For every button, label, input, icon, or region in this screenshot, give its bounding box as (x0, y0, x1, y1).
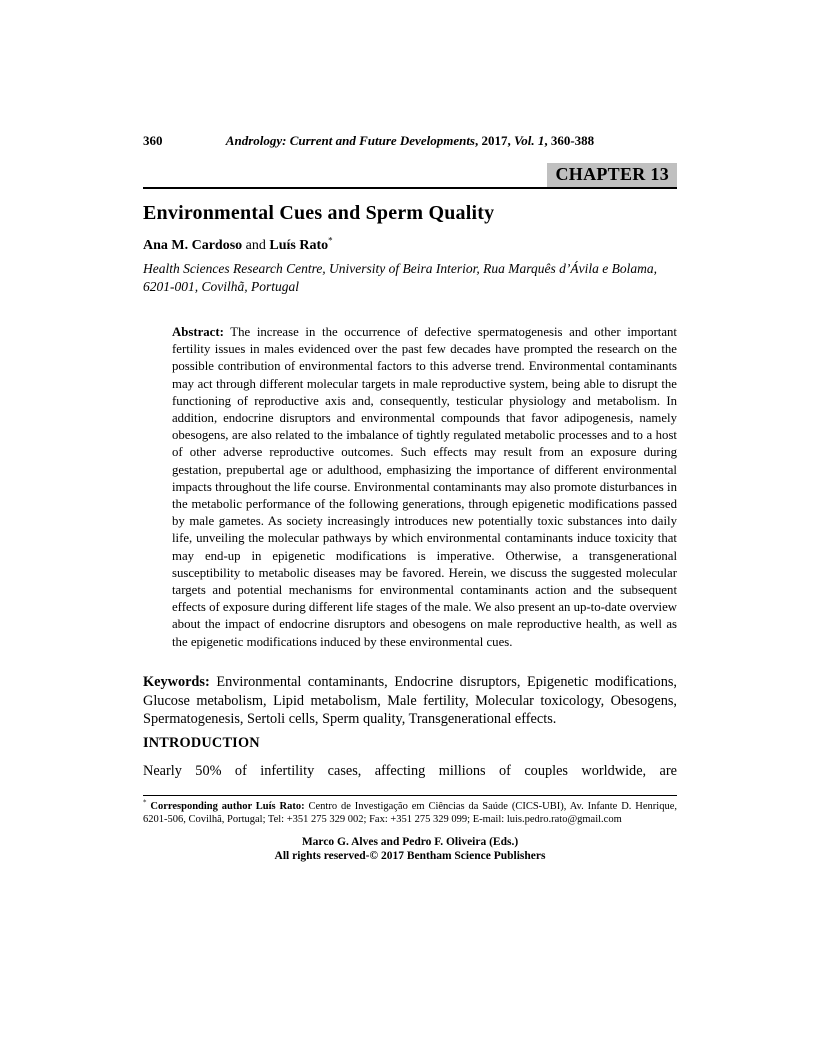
journal-volume: Vol. 1 (514, 133, 545, 148)
publisher-footer (143, 835, 677, 863)
abstract-label: Abstract: (172, 325, 224, 339)
abstract-text: The increase in the occurrence of defective spermatogenesis and other important fertility issues in males evidenced over the past few decades have prompted the research on the possible contribution of environmental factors to this adverse trend. Environmental contaminants may act through different molecular targets in male reproductive system, being able to disrupt the functioning of reproductive axis and, consequently, testicular physiology and metabolism. In addition, endocrine disruptors and environmental compounds that favor adipogenesis, namely obesogens, are also related to the imbalance of tightly regulated metabolic processes and to a host of other adverse reproductive outcomes. Such effects may result from an exposure during gestation, prepubertal age or adulthood, emphasizing the importance of different environmental impacts throughout the life course. Environmental contaminants may also promote disturbances in the metabolic performance of the following generations, through epigenetic modifications passed by male gametes. As society increasingly introduces new potentially toxic substances into daily life, unveiling the molecular pathways by which environmental contaminants induce toxicity that may end-up in epigenetic modifications is imperative. Otherwise, a transgenerational susceptibility to metabolic diseases may be favored. Herein, we discuss the suggested molecular targets and potential mechanisms for environmental contaminants action and the subsequent effects of exposure during different life stages of the male. We also present an up-to-date overview about the impact of endocrine disruptors and obesogens on male reproductive health, as well as the epigenetic modifications induced by these environmental cues. (172, 325, 677, 649)
section-heading-introduction: INTRODUCTION (143, 734, 260, 751)
authors-line (143, 237, 677, 255)
corresponding-author-asterisk: * (328, 235, 333, 246)
journal-title: Andrology: Current and Future Developments (225, 133, 475, 148)
author-name-2: Luís Rato (269, 238, 329, 253)
footnote-label: Corresponding author Luís Rato: (146, 800, 305, 812)
footer-editors: Marco G. Alves and Pedro F. Oliveira (Eds.) (301, 835, 519, 848)
journal-year: , 2017, (475, 133, 514, 148)
footer-rights: All rights reserved-© 2017 Bentham Science Publishers (274, 849, 546, 862)
chapter-banner-rule (143, 163, 677, 189)
corresponding-author-footnote (143, 800, 677, 827)
affiliation: Health Sciences Research Centre, University of Beira Interior, Rua Marquês d’Ávila e Bolama, 6201-001, Covilhã, Portugal (143, 261, 658, 294)
footnote-divider-rule (143, 795, 677, 796)
running-header (143, 133, 677, 148)
journal-citation (226, 133, 594, 148)
author-name-1: Ana M. Cardoso (143, 238, 243, 253)
author-conjunction: and (242, 238, 270, 253)
page-content (143, 133, 677, 863)
body-paragraph-first-line: Nearly 50% of infertility cases, affecting millions of couples worldwide, are (143, 762, 677, 779)
abstract-paragraph (172, 324, 677, 651)
chapter-title: Environmental Cues and Sperm Quality (143, 202, 495, 224)
keywords-text: Environmental contaminants, Endocrine disruptors, Epigenetic modifications, Glucose metabolism, Lipid metabolism, Male fertility, Molecular toxicology, Obesogens, Spermatogenesis, Sertoli cells, Sperm quality, Transgenerational effects. (143, 673, 677, 728)
keywords-paragraph (143, 673, 677, 729)
keywords-label: Keywords: (143, 673, 210, 690)
journal-pages: , 360-388 (544, 133, 595, 148)
chapter-badge: CHAPTER 13 (547, 163, 677, 187)
footnote-asterisk: * (143, 798, 147, 807)
page-number: 360 (143, 133, 163, 148)
footnote-text: Centro de Investigação em Ciências da Saúde (CICS-UBI), Av. Infante D. Henrique, 6201-506, Covilhã, Portugal; Tel: +351 275 329 002; Fax: +351 275 329 099; E-mail: luis.pedro.rato@gmail.com (143, 800, 677, 826)
